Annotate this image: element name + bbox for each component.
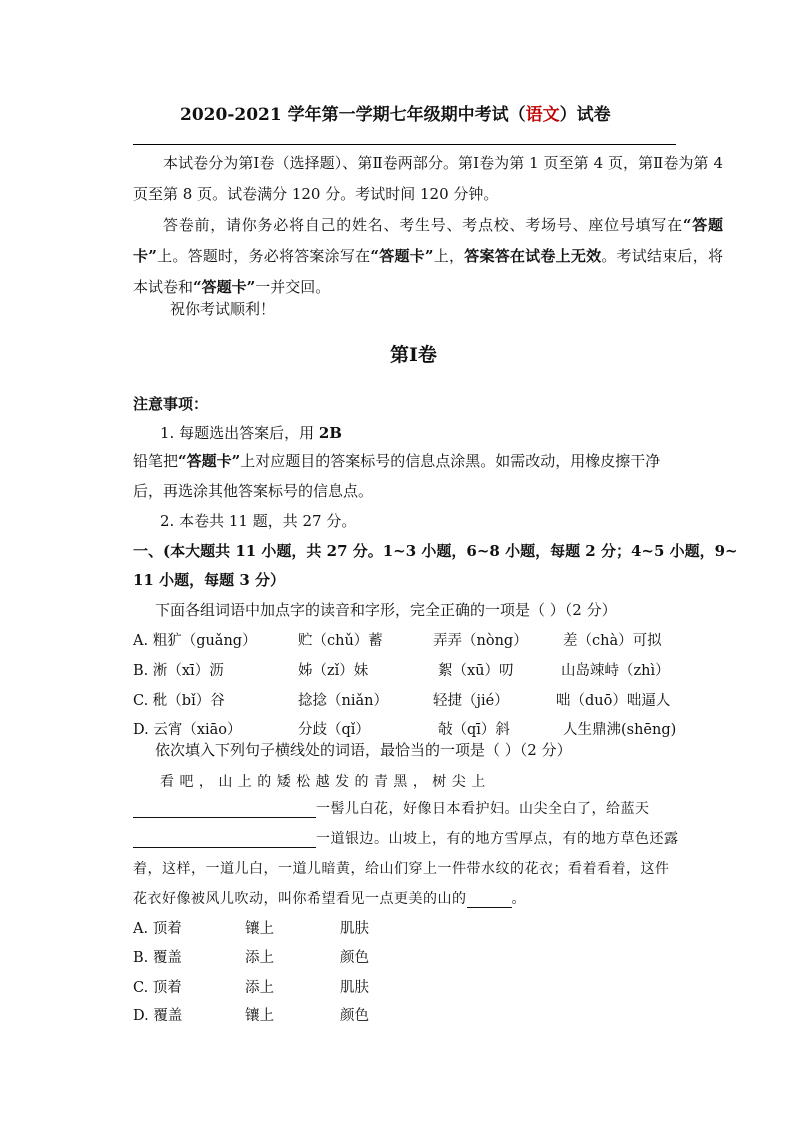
- q2-d-word3: 颜色: [340, 1008, 369, 1024]
- q2-passage-line-4: 着，这样，一道儿白，一道儿暗黄，给山们穿上一件带水纹的花衣；看着看着，这件: [133, 861, 670, 877]
- q1-c-col4: 咄（duō）咄逼人: [556, 693, 671, 709]
- q2-c-word3: 肌肤: [340, 980, 369, 996]
- q1-b-col4: 山岛竦峙（zhì）: [561, 663, 670, 679]
- intro-p2-i: 一并交回。: [255, 278, 331, 296]
- q2-a-word3: 肌肤: [340, 921, 369, 937]
- q1-a-col1: A. 粗犷（guǎng）: [133, 633, 257, 649]
- good-luck-text: 祝你考试顺利！: [170, 300, 276, 318]
- q2-a-word2: 镶上: [245, 921, 274, 937]
- q1-a-col3: 弄弄（nòng）: [433, 633, 528, 649]
- intro-p2-g: 。考试结束后，将本试卷和: [133, 247, 723, 296]
- title-subject: 语文: [525, 105, 560, 125]
- title-suffix: ）试卷: [559, 105, 611, 125]
- q2-passage-line-5-text: 花衣好像被风儿吹动，叫你希望看见一点更美的山的: [133, 891, 467, 907]
- q2-blank-3: [467, 893, 512, 908]
- section-1-line-2: 11 小题，每题 3 分）: [133, 571, 285, 589]
- title-rule: [133, 144, 676, 145]
- intro-p2-b: “答题卡”: [133, 216, 723, 265]
- q1-d-col4: 人生鼎沸(shēng): [563, 722, 677, 738]
- q2-passage-end: 。: [511, 891, 526, 907]
- note-1-2b: 2B: [318, 424, 342, 442]
- q1-d-col1: D. 云宵（xiāo）: [133, 722, 242, 738]
- title-prefix: 2020-2021 学年第一学期七年级期中考试（: [180, 105, 526, 125]
- intro-paragraph-2: [133, 210, 723, 303]
- q1-c-col2: 捻捻（niǎn）: [298, 693, 388, 709]
- note-1: [160, 422, 342, 444]
- note-1-line-3: 后，再选涂其他答案标号的信息点。: [133, 482, 374, 500]
- q2-b-word2: 添上: [245, 950, 274, 966]
- q1-stem: 下面各组词语中加点字的读音和字形，完全正确的一项是（ ）（2 分）: [155, 601, 617, 619]
- q2-b-word1: B. 覆盖: [133, 950, 182, 966]
- q2-passage-line-2: [133, 798, 650, 818]
- q1-b-col1: B. 淅（xī）沥: [133, 663, 224, 679]
- q1-b-col3: 絮（xū）叨: [438, 663, 514, 679]
- volume-heading: 第Ⅰ卷: [390, 344, 437, 366]
- q2-a-word1: A. 顶着: [133, 921, 182, 937]
- q1-a-col4: 差（chà）可拟: [563, 633, 662, 649]
- q1-c-col1: C. 秕（bǐ）谷: [133, 693, 225, 709]
- note-1-line2-a: 铅笔把: [133, 452, 179, 470]
- q2-passage-line-2-text: 一髻儿白花，好像日本看护妇。山尖全白了，给蓝天: [316, 801, 650, 817]
- q2-passage-line-1: 看 吧 ， 山 上 的 矮 松 越 发 的 青 黑 ， 树 尖 上: [160, 774, 486, 790]
- intro-p2-h: “答题卡”: [193, 278, 256, 296]
- intro-p2-d: “答题卡”: [370, 247, 434, 265]
- notes-heading: 注意事项：: [133, 395, 209, 413]
- q2-passage-line-3: [133, 828, 679, 848]
- q2-c-word2: 添上: [245, 980, 274, 996]
- note-1-text: 1. 每题选出答案后，用: [160, 424, 319, 442]
- q2-d-word2: 镶上: [245, 1008, 274, 1024]
- intro-p2-e: 上，: [433, 247, 465, 265]
- intro-p2-a: 答卷前，请你务必将自己的姓名、考生号、考点校、考场号、座位号填写在: [163, 216, 683, 234]
- note-1-line2-b: “答题卡”: [178, 452, 241, 470]
- q2-stem: 依次填入下列句子横线处的词语，最恰当的一项是（ ）（2 分）: [155, 741, 572, 759]
- q1-d-col3: 敧（qī）斜: [438, 722, 510, 738]
- q2-d-word1: D. 覆盖: [133, 1008, 183, 1024]
- intro-paragraph-1: 本试卷分为第Ⅰ卷（选择题）、第Ⅱ卷两部分。第Ⅰ卷为第 1 页至第 4 页，第Ⅱ卷为第 4 页至第 8 页。试卷满分 120 分。考试时间 120 分钟。: [133, 154, 723, 203]
- intro-p2-c: 上。答题时，务必将答案涂写在: [156, 247, 371, 265]
- q1-a-col2: 贮（chǔ）蓄: [298, 633, 383, 649]
- section-1-line-1: 一、(本大题共 11 小题，共 27 分。1~3 小题，6~8 小题，每题 2 分；4~5 小题，9~: [133, 542, 738, 560]
- q2-b-word3: 颜色: [340, 950, 369, 966]
- q1-d-col2: 分歧（qǐ）: [298, 722, 370, 738]
- q2-blank-2: [133, 833, 316, 848]
- note-1-line-2: [133, 450, 660, 472]
- q2-c-word1: C. 顶着: [133, 980, 182, 996]
- intro-p2-f: 答案答在试卷上无效: [464, 247, 602, 265]
- q1-c-col3: 轻捷（jié）: [433, 693, 509, 709]
- q2-blank-1: [133, 803, 316, 818]
- note-2: 2. 本卷共 11 题，共 27 分。: [160, 512, 357, 530]
- q2-passage-line-3-text: 一道银边。山坡上，有的地方雪厚点，有的地方草色还露: [316, 831, 679, 847]
- q1-b-col2: 姊（zǐ）妹: [298, 663, 369, 679]
- note-1-line2-c: 上对应题目的答案标号的信息点涂黑。如需改动，用橡皮擦干净: [240, 452, 661, 470]
- q2-passage-line-5: [133, 888, 526, 908]
- exam-title: [180, 100, 611, 125]
